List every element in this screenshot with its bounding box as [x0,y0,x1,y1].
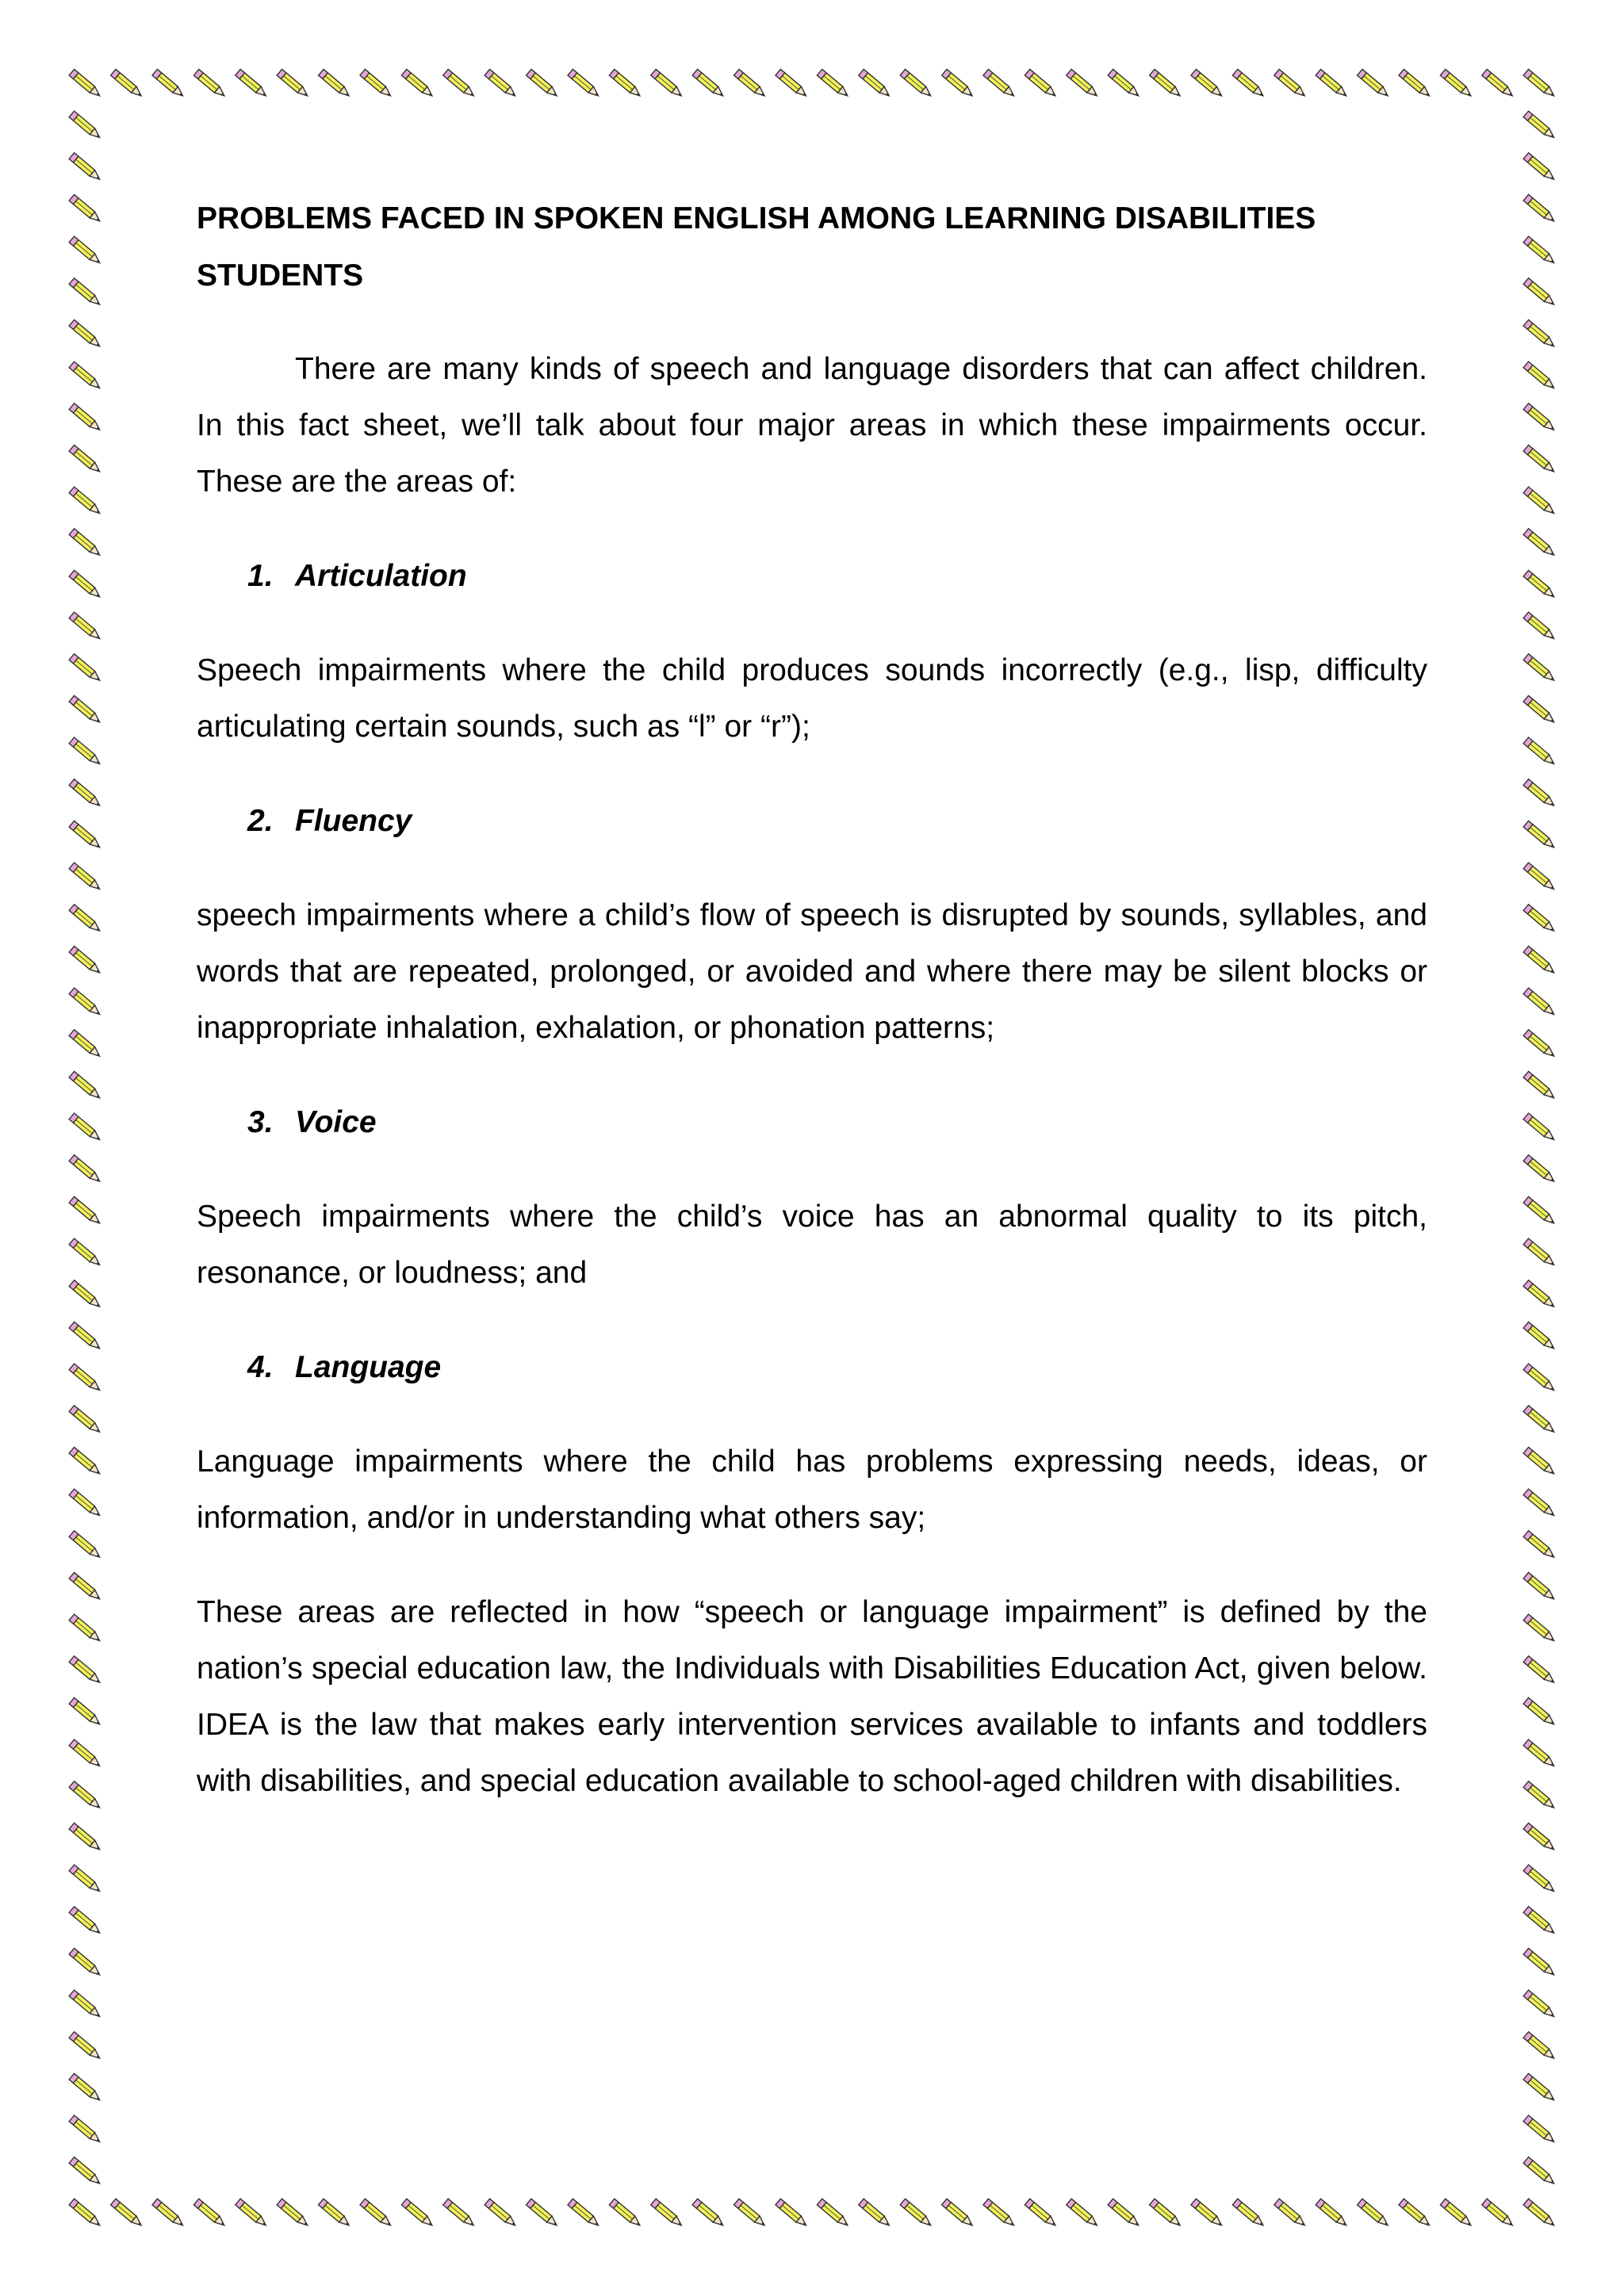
pencil-icon [69,1907,102,1936]
pencil-icon [69,821,102,850]
pencil-icon [1523,654,1557,683]
pencil-icon [69,779,102,809]
pencil-icon [1523,236,1557,266]
pencil-icon [69,1614,102,1644]
pencil-icon [1523,1030,1557,1059]
pencil-icon [1523,1697,1557,1727]
section-text-articulation: Speech impairments where the child produces sounds incorrectly (e.g., lisp, difficulty articulating certain sounds, such as “l” or “r”); [197,653,1427,744]
document-title: PROBLEMS FACED IN SPOKEN ENGLISH AMONG LEARNING DISABILITIES STUDENTS [197,201,1316,293]
pencil-icon [1025,2198,1058,2228]
pencil-icon [1523,1238,1557,1268]
pencil-icon [69,1364,102,1393]
pencil-icon [319,2198,352,2228]
pencil-icon [1523,1865,1557,1894]
pencil-icon [69,1238,102,1268]
pencil-icon [1523,153,1557,182]
section-number: 4. [247,1350,274,1384]
section-heading-fluency [197,793,1427,849]
pencil-icon [111,2198,144,2228]
pencil-icon [69,529,102,558]
pencil-icon [1523,320,1557,349]
pencil-icon [609,2198,642,2228]
pencil-icon [1523,1948,1557,1977]
pencil-icon [69,905,102,934]
pencil-icon [527,69,560,98]
pencil-icon [69,320,102,349]
pencil-icon [1274,2198,1308,2228]
pencil-icon [1523,1406,1557,1435]
section-text-fluency: speech impairments where a child’s flow of speech is disrupted by sounds, syllables, and words that are repeated, prolonged, or avoided and where there may be silent blocks or inappropriate inhalation, exhalation, or phonation patterns; [197,898,1427,1045]
pencil-icon [1523,2198,1557,2228]
pencil-icon [1399,2198,1432,2228]
pencil-icon [1523,1656,1557,1686]
pencil-icon [69,1572,102,1601]
pencil-icon [1523,737,1557,767]
pencil-icon [568,69,601,98]
pencil-icon [1108,69,1141,98]
pencil-icon [1523,1907,1557,1936]
pencil-icon [193,2198,227,2228]
pencil-icon [1523,194,1557,224]
pencil-icon [1523,612,1557,641]
pencil-icon [485,69,518,98]
pencil-icon [69,1865,102,1894]
pencil-icon [69,1739,102,1769]
pencil-icon [69,988,102,1017]
pencil-icon [69,362,102,391]
pencil-icon [69,1781,102,1811]
pencil-icon [1440,69,1473,98]
pencil-icon [1523,1614,1557,1644]
pencil-icon [152,2198,186,2228]
pencil-icon [1523,2032,1557,2061]
pencil-icon [1067,69,1100,98]
pencil-icon [651,2198,684,2228]
pencil-icon [1150,69,1183,98]
pencil-icon [1482,69,1515,98]
pencil-icon [1523,1364,1557,1393]
pencil-icon [69,1322,102,1351]
pencil-icon [1191,2198,1224,2228]
pencil-icon [69,2198,102,2228]
pencil-icon [651,69,684,98]
pencil-icon [734,2198,768,2228]
pencil-icon [69,278,102,308]
pencil-icon [1523,1155,1557,1184]
pencil-icon [236,2198,269,2228]
pencil-icon [1523,988,1557,1017]
section-heading-voice [197,1094,1427,1150]
section-title: Language [295,1350,442,1384]
closing-paragraph: These areas are reflected in how “speech or language impairment” is defined by the nation’s special education law, the Individuals with Disabilities Education Act, given below. IDEA is the law that makes early intervention services available to infants and toddlers with disabilities, and special education available to school-aged children with disabilities. [197,1595,1427,1798]
pencil-icon [1523,1781,1557,1811]
pencil-icon [1523,1739,1557,1769]
pencil-icon [360,69,393,98]
pencil-icon [152,69,186,98]
pencil-icon [69,1531,102,1560]
pencil-icon [69,1406,102,1435]
pencil-icon [69,1823,102,1852]
section-heading-language [197,1339,1427,1395]
pencil-icon [1523,779,1557,809]
pencil-icon [1025,69,1058,98]
pencil-icon [69,194,102,224]
pencil-icon [1150,2198,1183,2228]
section-title: Fluency [295,804,412,838]
pencil-icon [900,2198,933,2228]
pencil-icon [1523,1990,1557,2019]
pencil-icon [1316,69,1349,98]
pencil-icon [401,2198,435,2228]
pencil-icon [69,69,102,98]
pencil-icon [900,69,933,98]
pencil-icon [1523,2073,1557,2103]
pencil-icon [1523,1447,1557,1476]
pencil-icon [69,2157,102,2187]
pencil-icon [1523,1823,1557,1852]
pencil-icon [692,2198,726,2228]
pencil-icon [69,404,102,433]
pencil-icon [1523,1531,1557,1560]
pencil-icon [1523,905,1557,934]
pencil-icon [111,69,144,98]
section-heading-articulation [197,548,1427,604]
section-text-language: Language impairments where the child has problems expressing needs, ideas, or information, and/or in understanding what others say; [197,1445,1427,1535]
pencil-icon [1523,1489,1557,1518]
pencil-icon [69,1113,102,1142]
pencil-icon [734,69,768,98]
pencil-icon [1523,570,1557,599]
pencil-icon [1316,2198,1349,2228]
section-text-voice: Speech impairments where the child’s voice has an abnormal quality to its pitch, resonance, or loudness; and [197,1200,1427,1290]
pencil-icon [69,695,102,725]
pencil-icon [776,69,809,98]
pencil-icon [485,2198,518,2228]
document-body [197,190,1427,1847]
pencil-icon [69,863,102,892]
pencil-icon [1523,863,1557,892]
pencil-icon [1523,278,1557,308]
pencil-icon [69,2032,102,2061]
pencil-icon [69,2115,102,2145]
pencil-icon [1108,2198,1141,2228]
pencil-icon [1358,2198,1391,2228]
pencil-icon [443,2198,477,2228]
pencil-icon [983,2198,1017,2228]
pencil-icon [859,69,892,98]
pencil-icon [69,1656,102,1686]
pencil-icon [942,2198,975,2228]
pencil-icon [983,69,1017,98]
pencil-icon [69,236,102,266]
pencil-icon [527,2198,560,2228]
pencil-icon [1523,1280,1557,1310]
pencil-icon [69,2073,102,2103]
pencil-icon [1523,2115,1557,2145]
pencil-icon [1523,1196,1557,1226]
pencil-icon [776,2198,809,2228]
pencil-icon [69,1697,102,1727]
pencil-icon [609,69,642,98]
section-number: 1. [247,559,274,593]
pencil-icon [277,2198,310,2228]
pencil-icon [69,654,102,683]
pencil-icon [1523,445,1557,474]
pencil-icon [1523,1113,1557,1142]
pencil-icon [236,69,269,98]
pencil-icon [1523,946,1557,975]
pencil-icon [859,2198,892,2228]
pencil-icon [942,69,975,98]
pencil-icon [1523,111,1557,140]
pencil-icon [69,1489,102,1518]
pencil-icon [1274,69,1308,98]
pencil-icon [817,2198,850,2228]
pencil-icon [692,69,726,98]
pencil-icon [1358,69,1391,98]
pencil-icon [1523,1572,1557,1601]
pencil-icon [401,69,435,98]
pencil-icon [1523,1071,1557,1100]
pencil-icon [1232,2198,1266,2228]
pencil-icon [69,1071,102,1100]
pencil-icon [69,570,102,599]
pencil-icon [69,1948,102,1977]
pencil-icon [1523,362,1557,391]
pencil-icon [277,69,310,98]
pencil-icon [1523,404,1557,433]
pencil-icon [817,69,850,98]
section-number: 2. [247,804,274,838]
pencil-icon [1482,2198,1515,2228]
pencil-icon [69,946,102,975]
pencil-icon [69,153,102,182]
pencil-icon [568,2198,601,2228]
pencil-icon [1523,529,1557,558]
pencil-icon [319,69,352,98]
pencil-icon [69,1155,102,1184]
pencil-icon [1399,69,1432,98]
pencil-icon [1440,2198,1473,2228]
pencil-icon [69,737,102,767]
pencil-icon [1191,69,1224,98]
pencil-icon [69,1196,102,1226]
pencil-icon [69,1280,102,1310]
section-number: 3. [247,1105,274,1139]
pencil-icon [1523,2157,1557,2187]
pencil-icon [69,445,102,474]
pencil-icon [69,111,102,140]
pencil-icon [1523,69,1557,98]
pencil-icon [69,1990,102,2019]
pencil-icon [193,69,227,98]
pencil-icon [69,1030,102,1059]
pencil-icon [69,1447,102,1476]
pencil-icon [1523,695,1557,725]
pencil-icon [360,2198,393,2228]
pencil-icon [1523,1322,1557,1351]
section-title: Voice [295,1105,377,1139]
pencil-icon [1067,2198,1100,2228]
pencil-icon [69,612,102,641]
pencil-icon [443,69,477,98]
pencil-icon [1523,487,1557,516]
pencil-icon [1232,69,1266,98]
pencil-icon [69,487,102,516]
intro-paragraph: There are many kinds of speech and language disorders that can affect children. In this fact sheet, we’ll talk about four major areas in which these impairments occur. These are the areas of: [197,352,1427,499]
pencil-icon [1523,821,1557,850]
section-title: Articulation [295,559,467,593]
